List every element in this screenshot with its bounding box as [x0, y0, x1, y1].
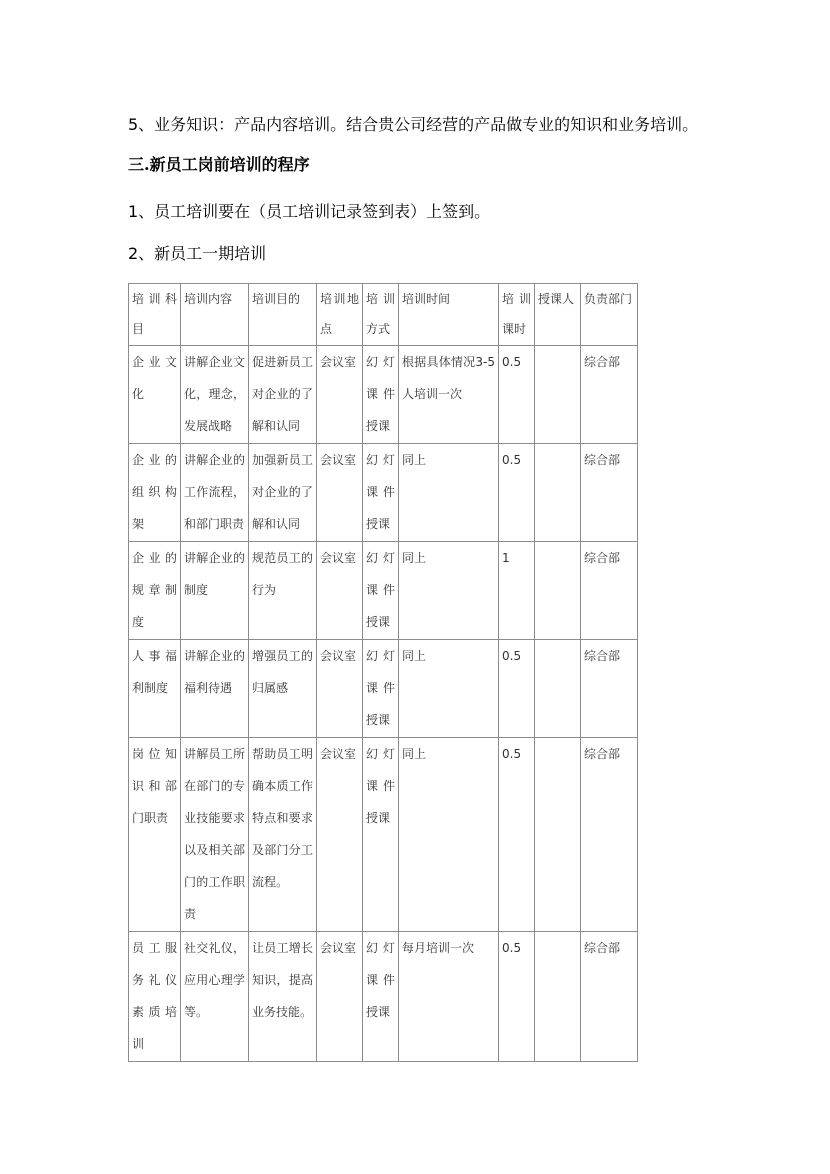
header-location: 培训地点	[317, 284, 363, 346]
section-heading: 三.新员工岗前培训的程序	[128, 155, 310, 174]
cell-hours: 0.5	[499, 932, 535, 1062]
cell-location: 会议室	[317, 932, 363, 1062]
cell-time: 同上	[399, 444, 499, 542]
cell-method: 幻灯课件授课	[363, 640, 399, 738]
cell-subject: 人事福利制度	[129, 640, 181, 738]
cell-time: 同上	[399, 640, 499, 738]
step-2-paragraph: 2、新员工一期培训	[128, 244, 267, 263]
table-row	[129, 444, 638, 542]
table-row	[129, 346, 638, 444]
cell-location: 会议室	[317, 444, 363, 542]
header-content: 培训内容	[181, 284, 249, 346]
cell-time: 每月培训一次	[399, 932, 499, 1062]
table-row	[129, 640, 638, 738]
cell-subject: 企业文化	[129, 346, 181, 444]
cell-location: 会议室	[317, 640, 363, 738]
cell-department: 综合部	[581, 932, 638, 1062]
cell-time: 同上	[399, 738, 499, 932]
header-method: 培训方式	[363, 284, 399, 346]
header-hours: 培训课时	[499, 284, 535, 346]
cell-subject: 企业的组织构架	[129, 444, 181, 542]
cell-trainer	[535, 444, 581, 542]
table-row	[129, 542, 638, 640]
cell-location: 会议室	[317, 738, 363, 932]
cell-method: 幻灯课件授课	[363, 738, 399, 932]
header-trainer: 授课人	[535, 284, 581, 346]
cell-trainer	[535, 542, 581, 640]
business-knowledge-paragraph: 5、业务知识：产品内容培训。结合贵公司经营的产品做专业的知识和业务培训。	[128, 115, 699, 134]
cell-department: 综合部	[581, 542, 638, 640]
cell-hours: 0.5	[499, 738, 535, 932]
cell-trainer	[535, 738, 581, 932]
header-subject: 培训科目	[129, 284, 181, 346]
cell-department: 综合部	[581, 640, 638, 738]
header-purpose: 培训目的	[249, 284, 317, 346]
cell-subject: 企业的规章制度	[129, 542, 181, 640]
cell-content: 讲解员工所在部门的专业技能要求以及相关部门的工作职责	[181, 738, 249, 932]
cell-content: 讲解企业的制度	[181, 542, 249, 640]
cell-subject: 员工服务礼仪素质培训	[129, 932, 181, 1062]
cell-subject: 岗位知识和部门职责	[129, 738, 181, 932]
document-page	[128, 0, 808, 1174]
cell-purpose: 规范员工的行为	[249, 542, 317, 640]
cell-hours: 0.5	[499, 640, 535, 738]
table-header-row	[129, 284, 638, 346]
cell-method: 幻灯课件授课	[363, 346, 399, 444]
cell-hours: 0.5	[499, 444, 535, 542]
cell-method: 幻灯课件授课	[363, 542, 399, 640]
cell-hours: 0.5	[499, 346, 535, 444]
cell-department: 综合部	[581, 738, 638, 932]
cell-time: 同上	[399, 542, 499, 640]
step-1-paragraph: 1、员工培训要在（员工培训记录签到表）上签到。	[128, 202, 491, 221]
header-department: 负责部门	[581, 284, 638, 346]
cell-method: 幻灯课件授课	[363, 932, 399, 1062]
cell-hours: 1	[499, 542, 535, 640]
cell-department: 综合部	[581, 444, 638, 542]
table-row	[129, 932, 638, 1062]
cell-method: 幻灯课件授课	[363, 444, 399, 542]
cell-purpose: 增强员工的归属感	[249, 640, 317, 738]
cell-time: 根据具体情况3-5人培训一次	[399, 346, 499, 444]
cell-content: 讲解企业文化，理念，发展战略	[181, 346, 249, 444]
cell-trainer	[535, 640, 581, 738]
training-table	[128, 283, 638, 1062]
cell-content: 讲解企业的工作流程，和部门职责	[181, 444, 249, 542]
cell-location: 会议室	[317, 542, 363, 640]
table-row	[129, 738, 638, 932]
cell-trainer	[535, 346, 581, 444]
cell-content: 社交礼仪，应用心理学等。	[181, 932, 249, 1062]
cell-purpose: 让员工增长知识，提高业务技能。	[249, 932, 317, 1062]
cell-purpose: 帮助员工明确本质工作特点和要求及部门分工流程。	[249, 738, 317, 932]
cell-purpose: 加强新员工对企业的了解和认同	[249, 444, 317, 542]
cell-content: 讲解企业的福利待遇	[181, 640, 249, 738]
cell-trainer	[535, 932, 581, 1062]
header-time: 培训时间	[399, 284, 499, 346]
cell-department: 综合部	[581, 346, 638, 444]
cell-location: 会议室	[317, 346, 363, 444]
cell-purpose: 促进新员工对企业的了解和认同	[249, 346, 317, 444]
